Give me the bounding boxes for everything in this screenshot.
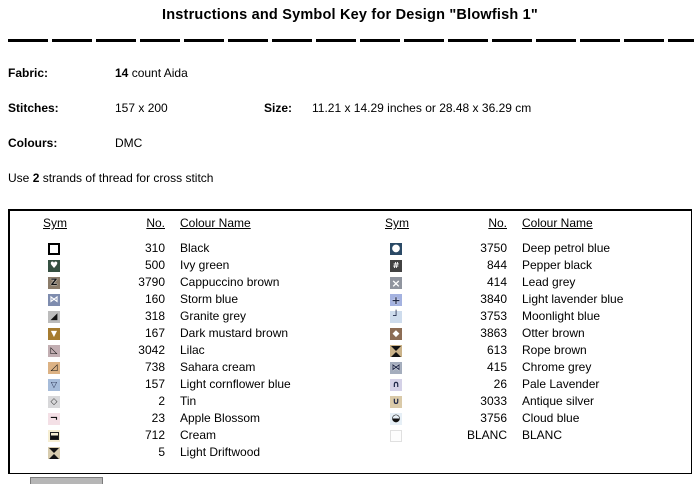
key-row bbox=[10, 241, 352, 258]
key-row bbox=[10, 258, 352, 275]
colour-name: Lead grey bbox=[522, 275, 576, 289]
thread-number: 2 bbox=[158, 394, 165, 408]
header-sym: Sym bbox=[43, 216, 67, 230]
stitches-label: Stitches: bbox=[8, 101, 59, 115]
thread-number: 613 bbox=[486, 343, 507, 357]
colour-name: Lilac bbox=[180, 343, 205, 357]
stitches-row bbox=[0, 101, 700, 116]
colour-name: Storm blue bbox=[180, 292, 239, 306]
colour-name: Light Driftwood bbox=[180, 445, 261, 459]
colour-name: Pale Lavender bbox=[522, 377, 600, 391]
key-row bbox=[352, 411, 694, 428]
colour-name: Rope brown bbox=[522, 343, 587, 357]
symbol-swatch bbox=[48, 430, 60, 442]
colour-name: Dark mustard brown bbox=[180, 326, 289, 340]
thread-number: 3840 bbox=[480, 292, 507, 306]
fabric-value: 14 count Aida bbox=[115, 66, 188, 80]
key-row bbox=[10, 343, 352, 360]
halfsquare-icon bbox=[50, 432, 59, 440]
thread-number: 3863 bbox=[480, 326, 507, 340]
thread-number: 414 bbox=[486, 275, 507, 289]
header-no: No. bbox=[488, 216, 507, 230]
symbol-swatch: ⋈ bbox=[391, 362, 401, 373]
key-row bbox=[10, 326, 352, 343]
key-row bbox=[10, 377, 352, 394]
thread-number: 26 bbox=[493, 377, 507, 391]
colour-name: Otter brown bbox=[522, 326, 585, 340]
symbol-swatch: # bbox=[390, 260, 402, 272]
colour-name: Pepper black bbox=[522, 258, 593, 272]
symbol-swatch: ◆ bbox=[390, 328, 402, 340]
symbol-swatch: ◿ bbox=[48, 362, 60, 374]
colours-row bbox=[0, 136, 700, 151]
thread-number: BLANC bbox=[466, 428, 507, 442]
symbol-swatch: ◢ bbox=[48, 311, 60, 323]
key-column-left bbox=[10, 211, 352, 473]
fabric-row bbox=[0, 66, 700, 81]
key-row bbox=[352, 377, 694, 394]
colours-label: Colours: bbox=[8, 136, 58, 150]
key-row bbox=[352, 394, 694, 411]
colour-name: Cloud blue bbox=[522, 411, 580, 425]
thread-number: 318 bbox=[144, 309, 165, 323]
symbol-swatch: ▼ bbox=[48, 328, 60, 340]
symbol-swatch: ┘ bbox=[390, 311, 402, 323]
symbol-swatch: ♥ bbox=[49, 260, 59, 271]
key-row bbox=[10, 428, 352, 445]
key-row bbox=[10, 360, 352, 377]
key-row bbox=[10, 275, 352, 292]
fabric-label: Fabric: bbox=[8, 66, 49, 80]
colour-name: Black bbox=[180, 241, 210, 255]
thread-number: 415 bbox=[486, 360, 507, 374]
colour-name: BLANC bbox=[522, 428, 563, 442]
colour-name: Light cornflower blue bbox=[180, 377, 291, 391]
key-row bbox=[352, 292, 694, 309]
key-row bbox=[10, 309, 352, 326]
key-row bbox=[352, 258, 694, 275]
key-column-right bbox=[352, 211, 694, 473]
thread-number: 3790 bbox=[138, 275, 165, 289]
colour-name: Ivy green bbox=[180, 258, 230, 272]
colour-name: Cappuccino brown bbox=[180, 275, 280, 289]
colour-name: Moonlight blue bbox=[522, 309, 601, 323]
colour-name: Tin bbox=[180, 394, 197, 408]
symbol-swatch: ¬ bbox=[49, 413, 59, 424]
colour-name: Light lavender blue bbox=[522, 292, 624, 306]
key-row bbox=[352, 241, 694, 258]
key-row bbox=[352, 275, 694, 292]
thread-number: 157 bbox=[144, 377, 165, 391]
key-row bbox=[10, 411, 352, 428]
colour-name: Deep petrol blue bbox=[522, 241, 611, 255]
symbol-swatch: × bbox=[391, 276, 401, 290]
thread-number: 310 bbox=[144, 241, 165, 255]
symbol-swatch: ⋈ bbox=[49, 294, 59, 305]
symbol-swatch bbox=[48, 243, 60, 255]
thread-number: 844 bbox=[486, 258, 507, 272]
colour-name: Chrome grey bbox=[522, 360, 592, 374]
hourglass-icon bbox=[49, 448, 59, 459]
thread-number: 23 bbox=[151, 411, 165, 425]
thread-number: 3042 bbox=[138, 343, 165, 357]
thread-number: 167 bbox=[144, 326, 165, 340]
symbol-swatch bbox=[390, 430, 402, 442]
size-value: 11.21 x 14.29 inches or 28.48 x 36.29 cm bbox=[312, 101, 532, 115]
page-title: Instructions and Symbol Key for Design "Blowfish 1" bbox=[161, 7, 539, 23]
symbol-key-table bbox=[8, 209, 692, 474]
symbol-swatch: Z bbox=[48, 277, 60, 289]
hourglass-icon bbox=[391, 346, 401, 357]
colour-name: Cream bbox=[180, 428, 217, 442]
cutoff-partial-element bbox=[30, 477, 103, 484]
key-row bbox=[352, 326, 694, 343]
key-row bbox=[352, 360, 694, 377]
key-row bbox=[352, 343, 694, 360]
colour-name: Granite grey bbox=[180, 309, 247, 323]
strands-instruction: Use 2 strands of thread for cross stitch bbox=[8, 171, 214, 185]
thread-number: 712 bbox=[144, 428, 165, 442]
thread-number: 3756 bbox=[480, 411, 507, 425]
header-colour-name: Colour Name bbox=[522, 216, 593, 230]
thread-number: 160 bbox=[144, 292, 165, 306]
symbol-swatch: ● bbox=[391, 243, 401, 254]
symbol-swatch: ◇ bbox=[48, 396, 60, 408]
colour-name: Antique silver bbox=[522, 394, 595, 408]
colours-value: DMC bbox=[115, 136, 143, 150]
header-colour-name: Colour Name bbox=[180, 216, 251, 230]
size-label: Size: bbox=[264, 101, 293, 115]
key-row bbox=[10, 292, 352, 309]
key-rows-left bbox=[10, 241, 352, 462]
thread-number: 3753 bbox=[480, 309, 507, 323]
key-rows-right bbox=[352, 241, 694, 445]
stitches-value: 157 x 200 bbox=[115, 101, 168, 115]
key-header-right bbox=[352, 216, 694, 232]
colour-name: Apple Blossom bbox=[180, 411, 261, 425]
header-no: No. bbox=[146, 216, 165, 230]
key-row bbox=[352, 309, 694, 326]
key-row bbox=[10, 445, 352, 462]
symbol-swatch bbox=[48, 447, 60, 459]
thread-number: 738 bbox=[144, 360, 165, 374]
symbol-swatch: + bbox=[391, 293, 401, 307]
thread-number: 500 bbox=[144, 258, 165, 272]
thread-number: 3750 bbox=[480, 241, 507, 255]
thread-number: 5 bbox=[158, 445, 165, 459]
symbol-swatch bbox=[390, 345, 402, 357]
divider-line bbox=[8, 39, 694, 42]
key-row bbox=[352, 428, 694, 445]
symbol-swatch: ◒ bbox=[391, 413, 401, 424]
key-row bbox=[10, 394, 352, 411]
colour-name: Sahara cream bbox=[180, 360, 256, 374]
thread-number: 3033 bbox=[480, 394, 507, 408]
symbol-swatch: ▽ bbox=[48, 379, 60, 391]
key-header-left bbox=[10, 216, 352, 232]
header-sym: Sym bbox=[385, 216, 409, 230]
symbol-swatch: ∩ bbox=[390, 379, 402, 391]
symbol-swatch: ◺ bbox=[48, 345, 60, 357]
symbol-swatch: ∪ bbox=[390, 396, 402, 408]
